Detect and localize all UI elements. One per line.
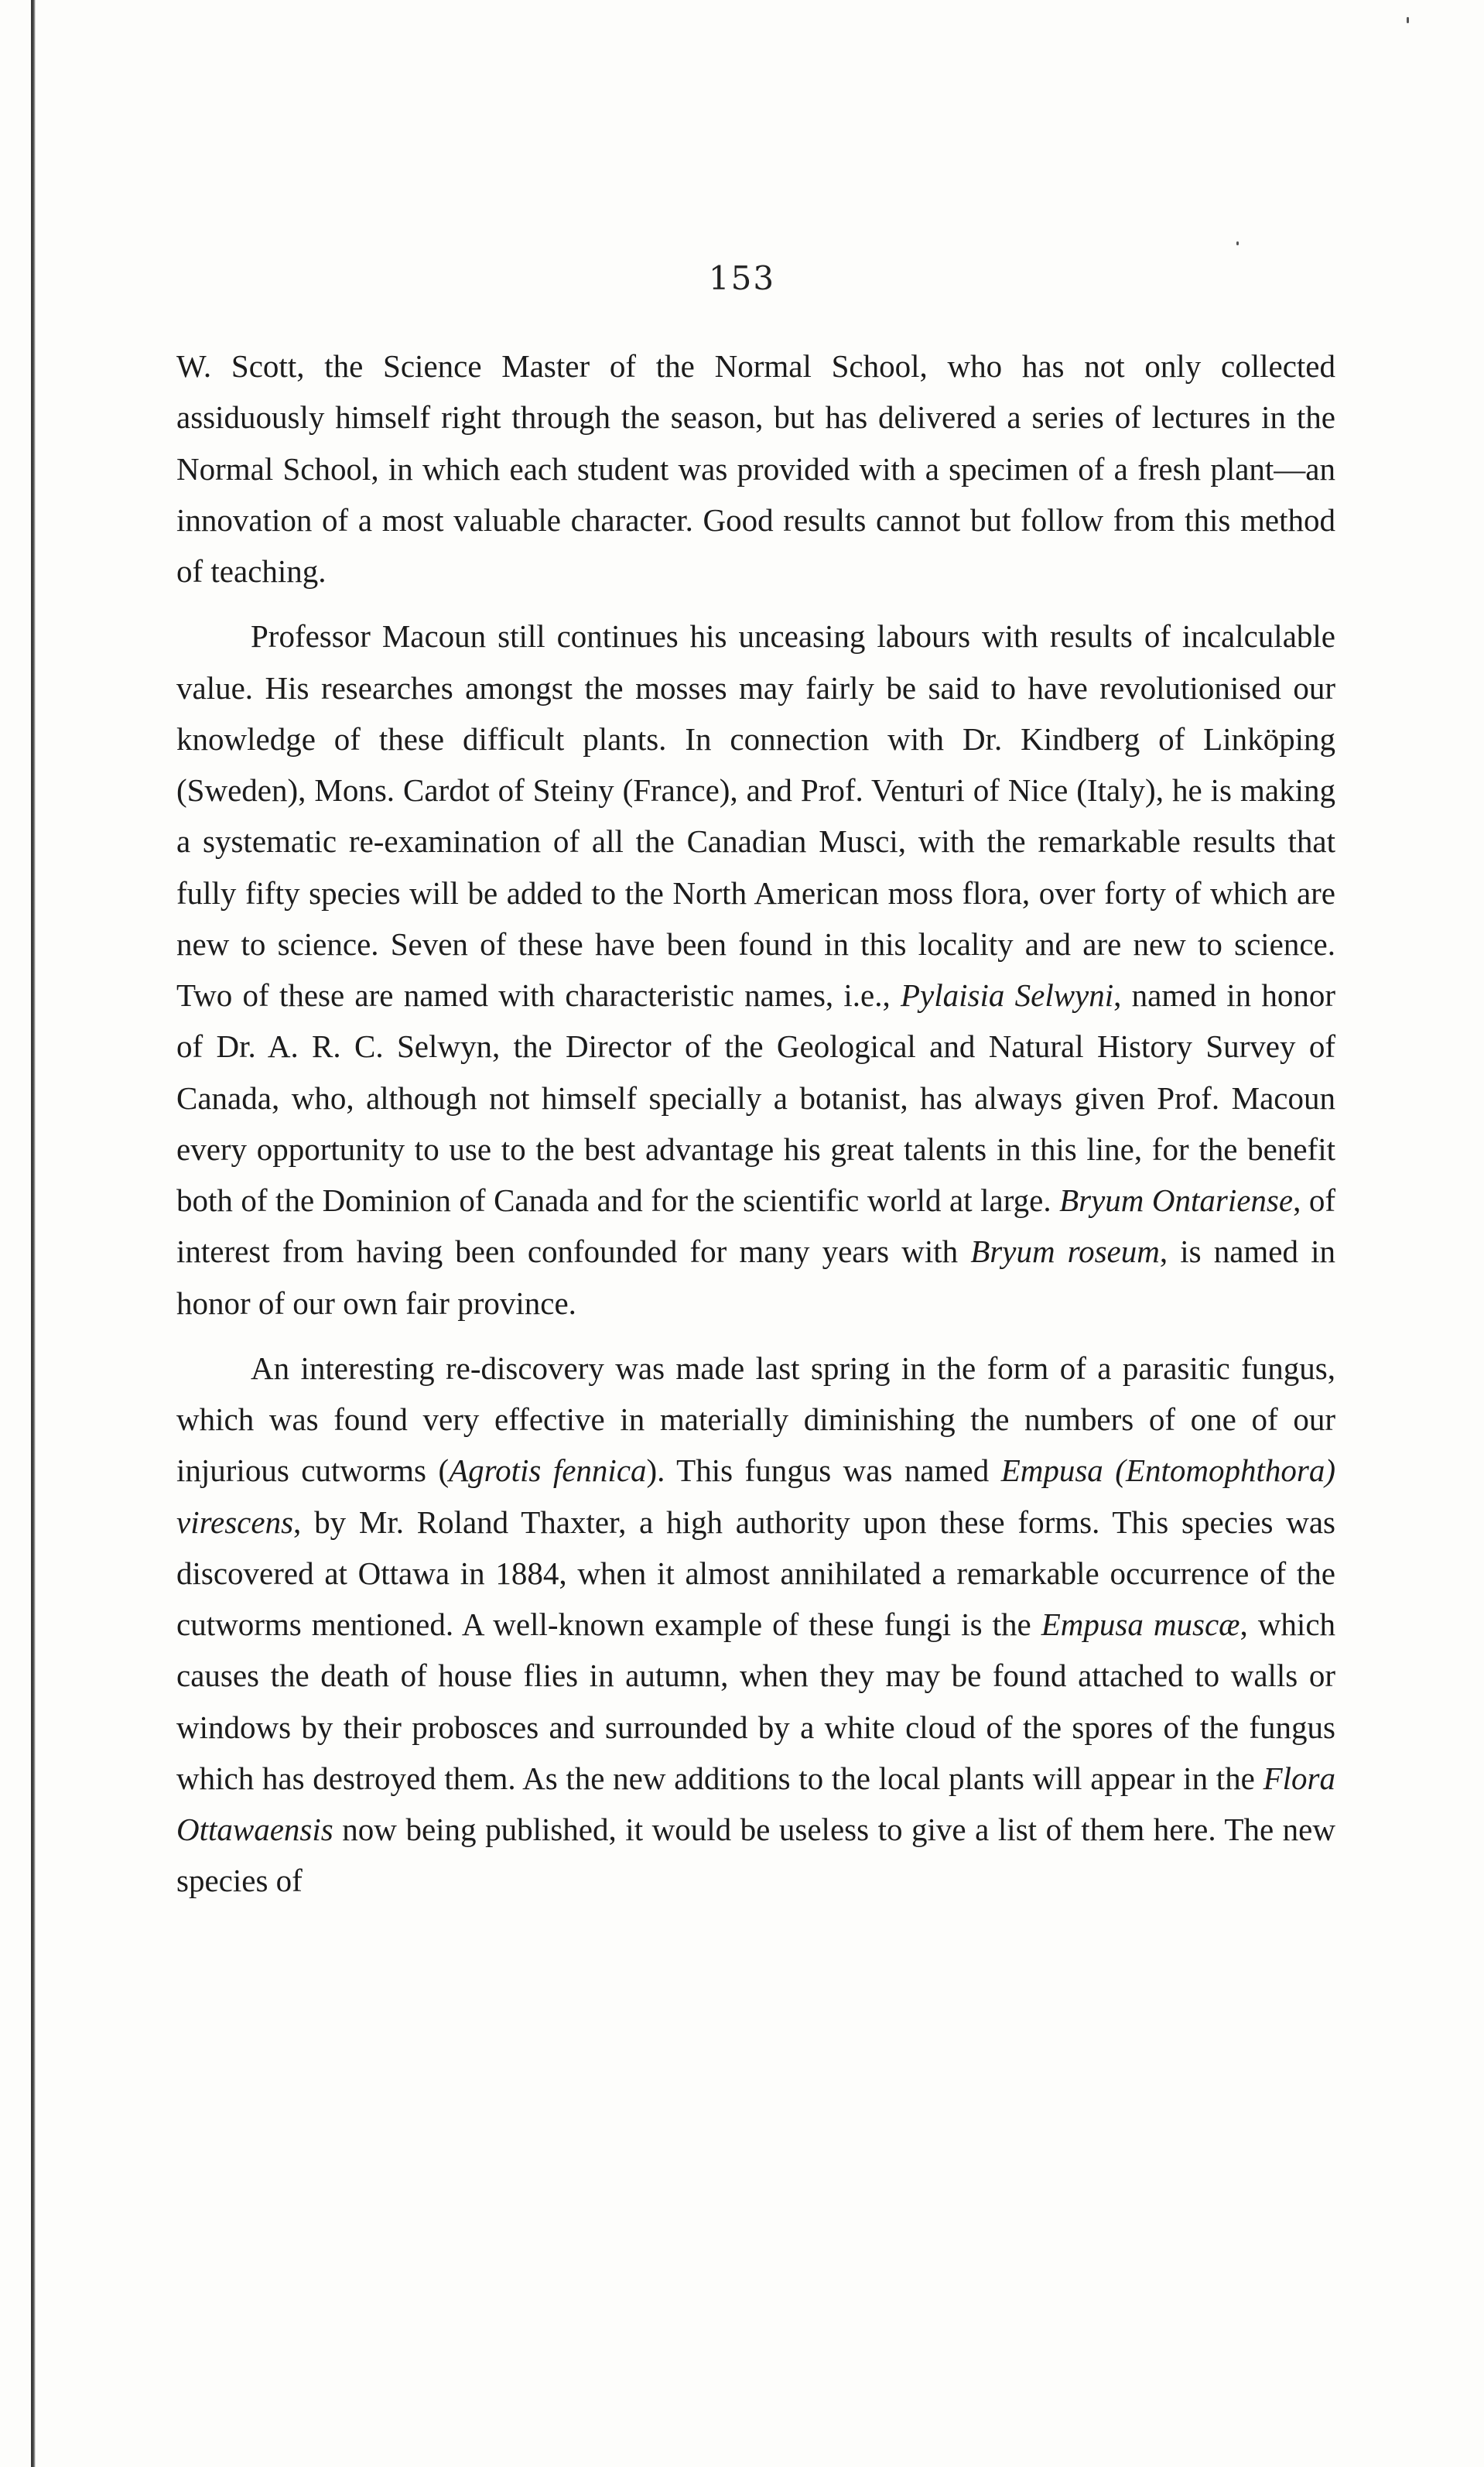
stray-mark bbox=[1407, 17, 1409, 23]
text-run: Professor Macoun still continues his unceasing labours with results of incalculable value. His researches amongst the mosses may fairly be said to have revolutionised our knowledge of these difficult plants. In connection with Dr. Kindberg of Linköping (Sweden), Mons. Cardot of Steiny (France), and Prof. Venturi of Nice (Italy), he is making a systematic re-examination of all the Canadian Musci, with the remarkable results that fully fifty species will be added to the North American moss flora, over forty of which are new to science. Seven of these have been found in this locality and are new to science. Two of these are named with characteristic names, i.e., bbox=[176, 618, 1335, 1013]
text-run: , is named in honor of our own fair province. bbox=[176, 1234, 1335, 1321]
paragraph-3 bbox=[176, 1343, 1335, 1907]
body-text bbox=[176, 340, 1335, 1907]
text-run: ). This fungus was named bbox=[646, 1452, 1001, 1489]
paragraph-1 bbox=[176, 340, 1335, 597]
text-run: , of interest from having been confounded for many years with bbox=[176, 1182, 1335, 1270]
italic-term: Pylaisia Selwyni bbox=[901, 977, 1114, 1013]
text-run: now being published, it would be useless to give a list of them here. The new species of bbox=[176, 1812, 1335, 1899]
italic-term: Flora Ottawaensis bbox=[176, 1760, 1335, 1847]
italic-term: Agrotis fennica bbox=[449, 1452, 647, 1489]
italic-term: Empusa muscæ bbox=[1041, 1606, 1240, 1642]
text-run: W. Scott, the Science Master of the Normal School, who has not only collected assiduously himself right through the season, but has delivered a series of lectures in the Normal School, in which each student was provided with a specimen of a fresh plant—an innovation of a most valuable character. Good results cannot but follow from this method of teaching. bbox=[176, 348, 1335, 589]
binding-edge bbox=[31, 0, 36, 2467]
text-run: , which causes the death of house flies in autumn, when they may be found attached to walls or windows by their probosces and surrounded by a white cloud of the spores of the fungus which has destroyed them. As the new additions to the local plants will appear in the bbox=[176, 1606, 1336, 1796]
stray-mark bbox=[1236, 241, 1239, 245]
page-number: 153 bbox=[708, 259, 776, 297]
paragraph-2 bbox=[176, 611, 1335, 1329]
italic-term: Bryum Ontariense bbox=[1059, 1182, 1294, 1218]
italic-term: Empusa (Entomophthora) virescens bbox=[176, 1452, 1335, 1540]
text-run: , by Mr. Roland Thaxter, a high authority upon these forms. This species was discovered at Ottawa in 1884, when it almost annihilated a remarkable occurrence of the cutworms mentioned. A well-known example of these fungi is the bbox=[176, 1504, 1335, 1642]
text-run: , named in honor of Dr. A. R. C. Selwyn, the Director of the Geological and Natural History Survey of Canada, who, although not himself specially a botanist, has always given Prof. Macoun every opportunity to use to the best advantage his great talents in this line, for the benefit both of the Dominion of Canada and for the scientific world at large. bbox=[176, 977, 1335, 1218]
text-run: An interesting re-discovery was made last spring in the form of a parasitic fungus, which was found very effective in materially diminishing the numbers of one of our injurious cutworms ( bbox=[176, 1350, 1335, 1489]
italic-term: Bryum roseum bbox=[970, 1234, 1160, 1270]
